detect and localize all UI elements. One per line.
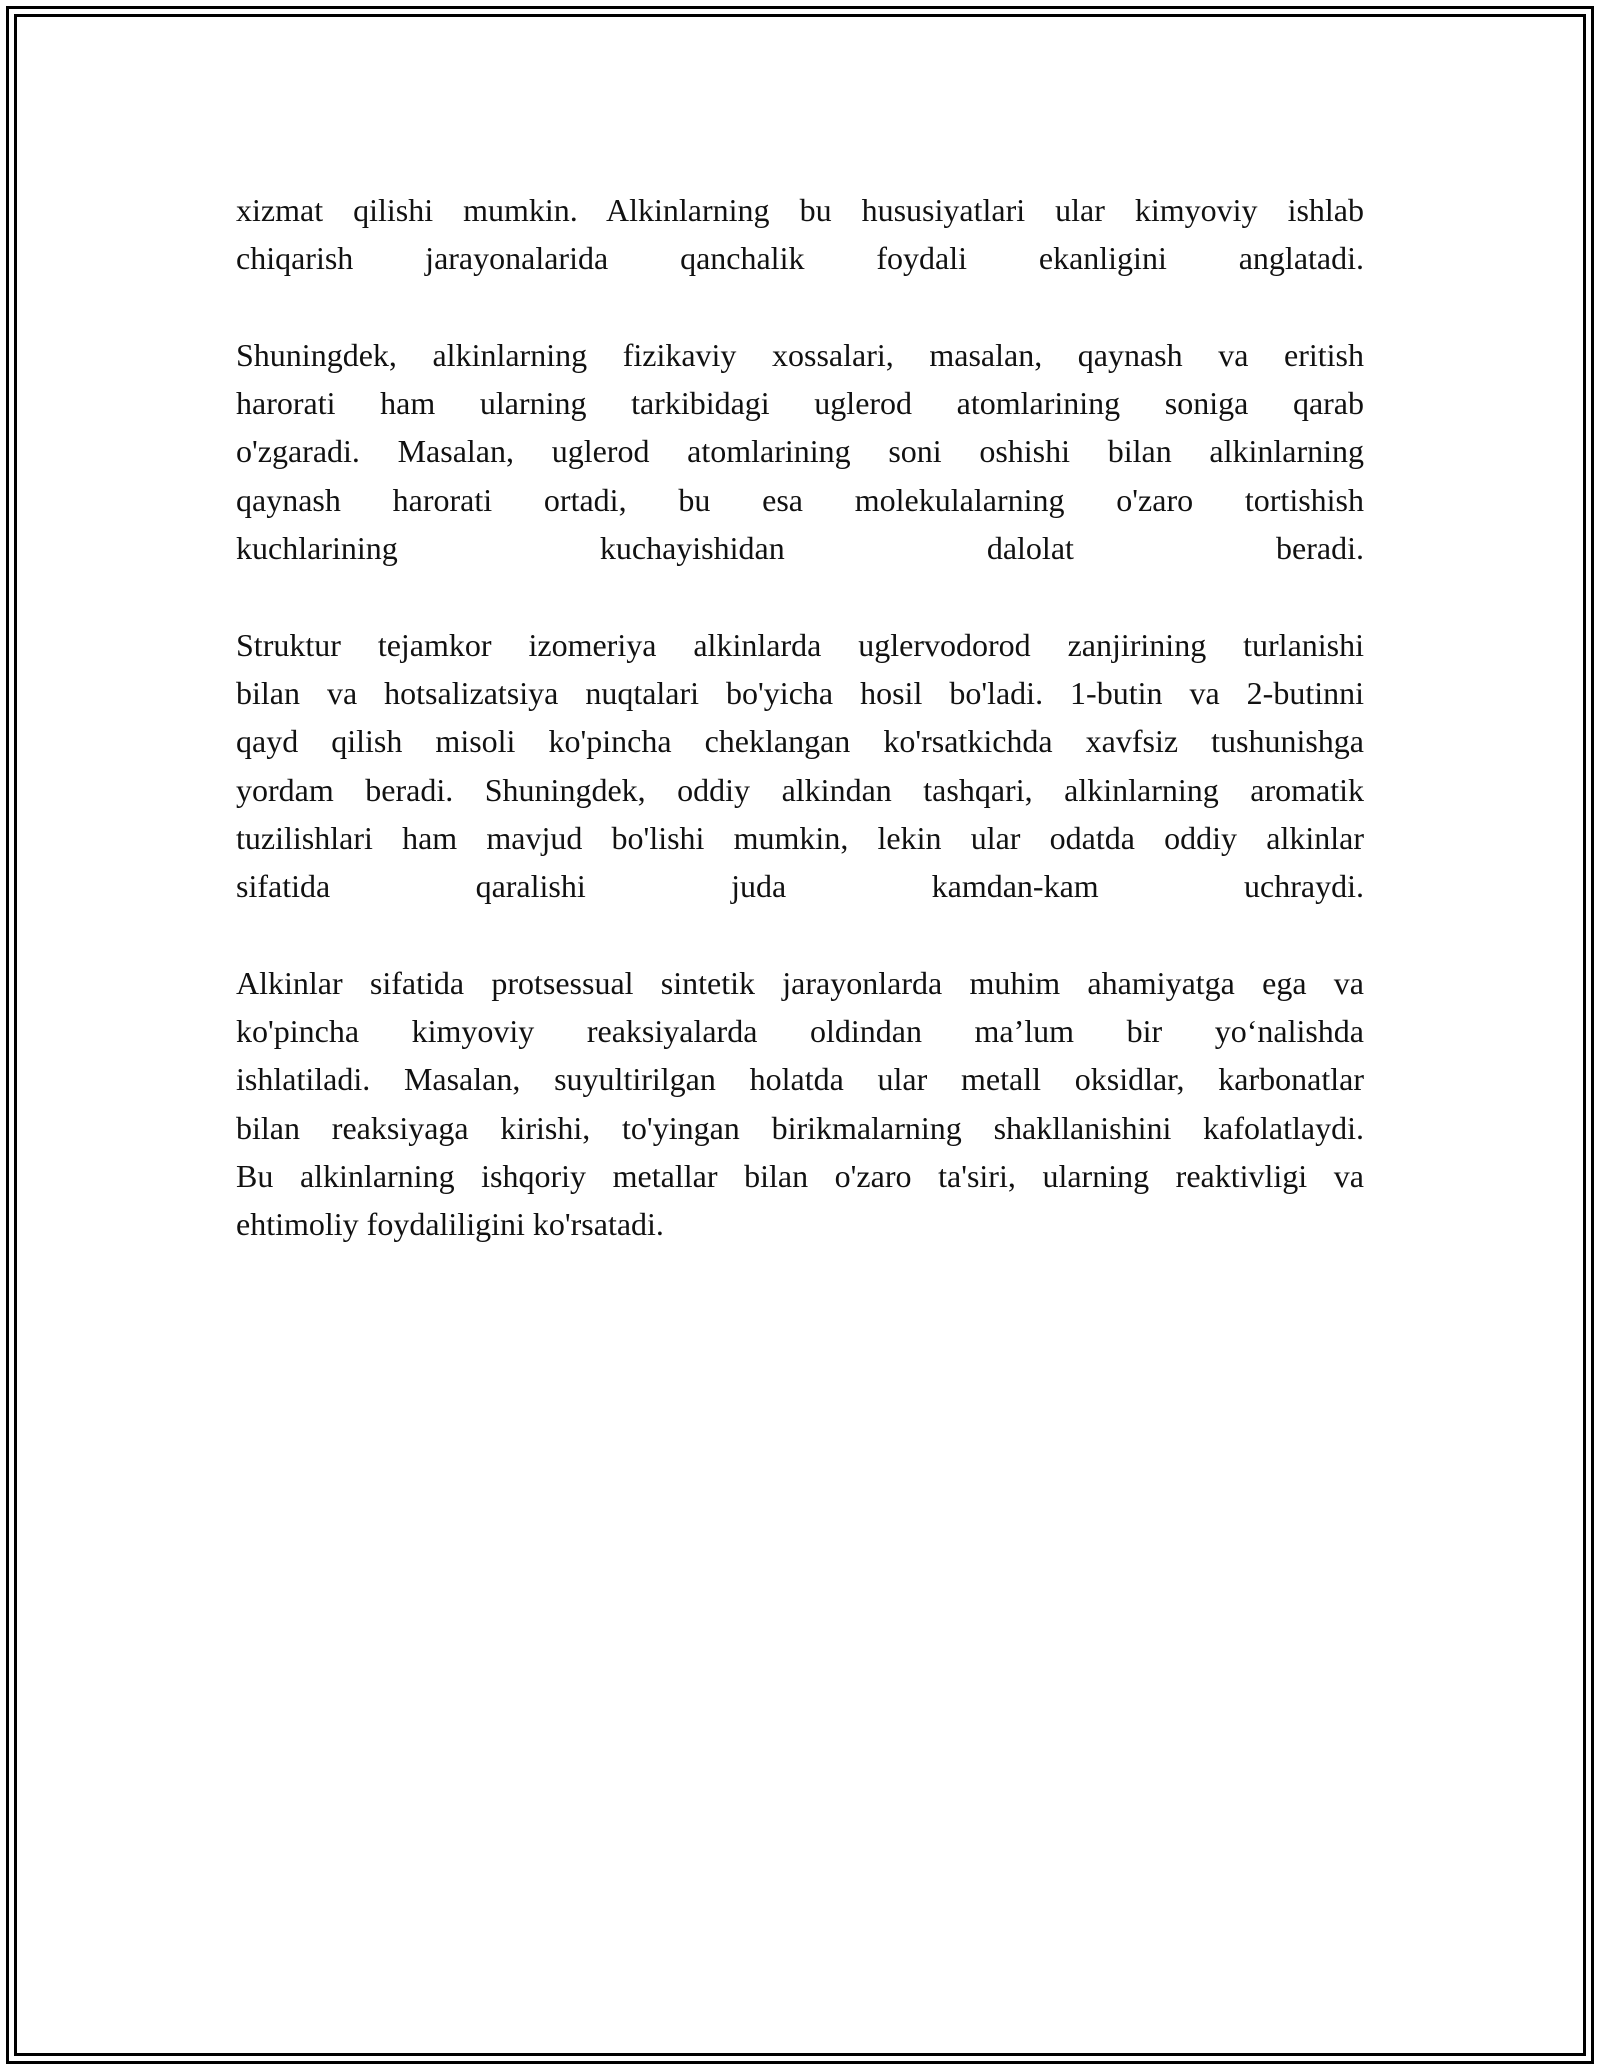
text-line: bilan reaksiyaga kirishi, to'yingan birikmalarning shakllanishini kafolatlaydi. (236, 1109, 1364, 1146)
text-line: qayd qilish misoli ko'pincha cheklangan ko'rsatkichda xavfsiz tushunishga (236, 723, 1364, 760)
paragraph-1 (236, 186, 1364, 283)
text-line: ko'pincha kimyoviy reaksiyalarda oldindan ma’lum bir yo‘nalishda (236, 1013, 1364, 1050)
text-line: Shuningdek, alkinlarning fizikaviy xossalari, masalan, qaynash va eritish (236, 336, 1364, 373)
text-line: ishlatiladi. Masalan, suyultirilgan holatda ular metall oksidlar, karbonatlar (236, 1061, 1364, 1098)
text-line: bilan va hotsalizatsiya nuqtalari bo'yicha hosil bo'ladi. 1-butin va 2-butinni (236, 674, 1364, 711)
text-line: harorati ham ularning tarkibidagi uglerod atomlarining soniga qarab (236, 385, 1364, 422)
paragraph-3 (236, 621, 1364, 911)
text-line: yordam beradi. Shuningdek, oddiy alkindan tashqari, alkinlarning aromatik (236, 771, 1364, 808)
text-line: Bu alkinlarning ishqoriy metallar bilan o'zaro ta'siri, ularning reaktivligi va (236, 1157, 1364, 1194)
text-line: Alkinlar sifatida protsessual sintetik jarayonlarda muhim ahamiyatga ega va (236, 964, 1364, 1001)
paragraph-4 (236, 959, 1364, 1249)
paragraph-2 (236, 331, 1364, 572)
text-line: chiqarish jarayonalarida qanchalik foydali ekanligini anglatadi. (236, 240, 1364, 277)
text-line: ehtimoliy foydaliligini ko'rsatadi. (236, 1206, 664, 1243)
text-line: qaynash harorati ortadi, bu esa molekulalarning o'zaro tortishish (236, 481, 1364, 518)
text-line: o'zgaradi. Masalan, uglerod atomlarining soni oshishi bilan alkinlarning (236, 433, 1364, 470)
text-line: xizmat qilishi mumkin. Alkinlarning bu hususiyatlari ular kimyoviy ishlab (236, 192, 1364, 228)
text-line: Struktur tejamkor izomeriya alkinlarda uglervodorod zanjirining turlanishi (236, 626, 1364, 663)
text-line: kuchlarining kuchayishidan dalolat beradi. (236, 530, 1364, 567)
text-line: sifatida qaralishi juda kamdan-kam uchraydi. (236, 868, 1364, 905)
document-body (236, 186, 1364, 1297)
text-line: tuzilishlari ham mavjud bo'lishi mumkin, lekin ular odatda oddiy alkinlar (236, 819, 1364, 856)
